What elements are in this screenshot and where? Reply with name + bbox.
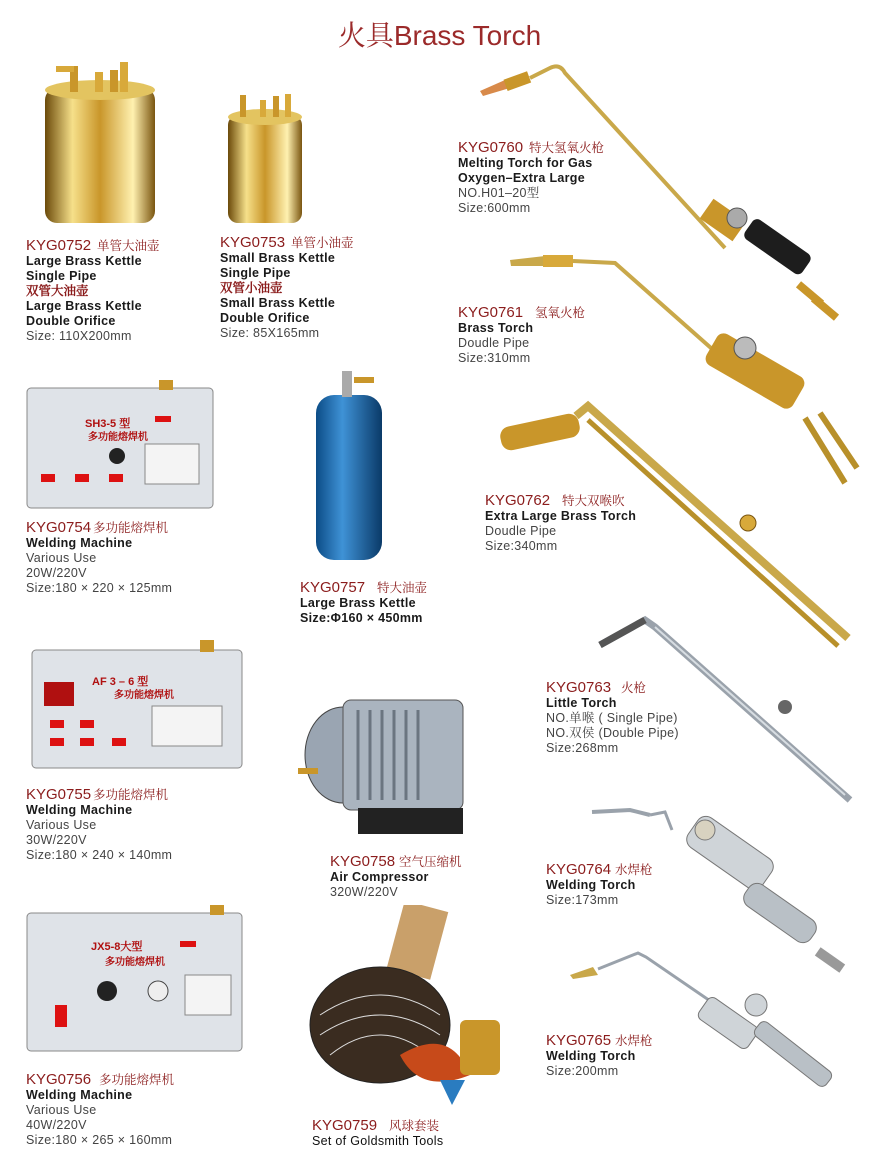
product-code: KYG0765 bbox=[546, 1032, 612, 1049]
product-code: KYG0760 bbox=[458, 139, 524, 156]
product-alt-chinese-name: 双管大油壶 bbox=[26, 284, 89, 298]
product-kyg0757 bbox=[300, 580, 427, 626]
product-name: Extra Large Brass Torch bbox=[485, 509, 637, 523]
product-size: Size:600mm bbox=[458, 201, 531, 215]
product-size: Size:180 × 265 × 160mm bbox=[26, 1133, 173, 1147]
product-kyg0755 bbox=[26, 787, 172, 863]
product-code: KYG0753 bbox=[220, 234, 286, 251]
product-power: 320W/220V bbox=[330, 885, 399, 899]
product-name: Welding Machine bbox=[26, 536, 133, 550]
large-brass-kettle-image bbox=[40, 58, 160, 228]
product-chinese-name: 火枪 bbox=[621, 681, 647, 695]
product-use: Various Use bbox=[26, 1103, 97, 1117]
machine-model-label: AF 3 – 6 型 bbox=[92, 676, 149, 688]
product-code: KYG0762 bbox=[485, 492, 551, 509]
product-size: Size:200mm bbox=[546, 1064, 619, 1078]
product-variant: Single Pipe bbox=[220, 266, 291, 280]
product-kyg0758 bbox=[330, 854, 462, 900]
product-chinese-name: 氢氧火枪 bbox=[535, 306, 586, 320]
product-chinese-name: 多功能熔焊机 bbox=[99, 1073, 175, 1087]
product-name-line2: Oxygen–Extra Large bbox=[458, 171, 585, 185]
product-name: Melting Torch for Gas bbox=[458, 156, 593, 170]
product-size: Size: 110X200mm bbox=[26, 329, 132, 343]
product-name: Brass Torch bbox=[458, 321, 534, 335]
machine-model-label: SH3-5 型 bbox=[85, 418, 131, 430]
product-size: Size:268mm bbox=[546, 741, 619, 755]
product-name: Welding Machine bbox=[26, 803, 133, 817]
product-kyg0763 bbox=[546, 680, 679, 756]
product-code: KYG0759 bbox=[312, 1117, 378, 1134]
product-use: Various Use bbox=[26, 551, 97, 565]
product-code: KYG0758 bbox=[330, 853, 396, 870]
product-name: Small Brass Kettle bbox=[220, 296, 336, 310]
product-size: Size:Φ160 × 450mm bbox=[300, 611, 423, 625]
product-chinese-name: 多功能熔焊机 bbox=[93, 788, 169, 802]
product-code: KYG0755 bbox=[26, 786, 92, 803]
product-name: Air Compressor bbox=[330, 870, 429, 884]
product-chinese-name: 单管大油壶 bbox=[97, 239, 160, 253]
product-name: Little Torch bbox=[546, 696, 617, 710]
product-size: Size:180 × 220 × 125mm bbox=[26, 581, 173, 595]
product-code: KYG0757 bbox=[300, 579, 366, 596]
product-kyg0752 bbox=[26, 238, 160, 344]
welding-machine-30w-image bbox=[30, 640, 245, 775]
product-name: Large Brass Kettle bbox=[300, 596, 416, 610]
product-size: Size: 85X165mm bbox=[220, 326, 320, 340]
product-variant-single: NO.单喉 ( Single Pipe) bbox=[546, 711, 678, 725]
large-brass-kettle-blue-image bbox=[312, 365, 392, 565]
product-chinese-name: 特大氢氧火枪 bbox=[529, 141, 605, 155]
small-brass-kettle-image bbox=[225, 90, 305, 225]
product-kyg0761 bbox=[458, 305, 585, 366]
product-kyg0754 bbox=[26, 520, 172, 596]
product-name: Large Brass Kettle bbox=[26, 299, 142, 313]
product-variant: Doudle Pipe bbox=[485, 524, 557, 538]
product-power: 20W/220V bbox=[26, 566, 87, 580]
page-title: 火具Brass Torch bbox=[337, 20, 542, 51]
product-kyg0753 bbox=[220, 235, 354, 341]
product-variant: Double Orifice bbox=[220, 311, 310, 325]
product-kyg0764 bbox=[546, 862, 653, 908]
product-name: Welding Torch bbox=[546, 878, 636, 892]
product-chinese-name: 特大双喉吹 bbox=[562, 494, 625, 508]
product-code: KYG0756 bbox=[26, 1071, 92, 1088]
product-code: KYG0763 bbox=[546, 679, 612, 696]
product-chinese-name: 风球套装 bbox=[389, 1119, 440, 1133]
air-compressor-image bbox=[298, 680, 493, 840]
product-name: Welding Machine bbox=[26, 1088, 133, 1102]
product-name: Small Brass Kettle bbox=[220, 251, 336, 265]
product-code: KYG0754 bbox=[26, 519, 92, 536]
product-model-number: NO.H01–20型 bbox=[458, 186, 540, 200]
product-kyg0760 bbox=[458, 140, 604, 216]
product-power: 40W/220V bbox=[26, 1118, 87, 1132]
product-chinese-name: 特大油壶 bbox=[377, 581, 428, 595]
product-use: Various Use bbox=[26, 818, 97, 832]
product-size: Size:310mm bbox=[458, 351, 531, 365]
product-code: KYG0764 bbox=[546, 861, 612, 878]
product-power: 30W/220V bbox=[26, 833, 87, 847]
machine-name-label: 多功能熔焊机 bbox=[88, 432, 148, 443]
product-name: Large Brass Kettle bbox=[26, 254, 142, 268]
product-size: Size:340mm bbox=[485, 539, 558, 553]
welding-machine-40w-image bbox=[25, 905, 245, 1055]
product-size: Size:173mm bbox=[546, 893, 619, 907]
product-variant: Double Orifice bbox=[26, 314, 116, 328]
product-alt-chinese-name: 双管小油壶 bbox=[220, 281, 283, 295]
product-chinese-name: 水焊枪 bbox=[615, 1034, 653, 1048]
goldsmith-tools-image bbox=[300, 905, 510, 1110]
product-variant-double: NO.双侯 (Double Pipe) bbox=[546, 726, 679, 740]
machine-name-label: 多功能熔焊机 bbox=[105, 957, 165, 968]
product-code: KYG0761 bbox=[458, 304, 524, 321]
product-name: Welding Torch bbox=[546, 1049, 636, 1063]
machine-model-label: JX5-8大型 bbox=[91, 941, 143, 953]
product-kyg0762 bbox=[485, 493, 636, 554]
product-chinese-name: 多功能熔焊机 bbox=[93, 521, 169, 535]
welding-machine-20w-image bbox=[25, 380, 215, 515]
product-size: Size:180 × 240 × 140mm bbox=[26, 848, 173, 862]
product-chinese-name: 单管小油壶 bbox=[291, 236, 354, 250]
product-kyg0759 bbox=[312, 1118, 443, 1149]
product-variant: Single Pipe bbox=[26, 269, 97, 283]
product-kyg0756 bbox=[26, 1072, 174, 1148]
product-kyg0765 bbox=[546, 1033, 653, 1079]
machine-name-label: 多功能熔焊机 bbox=[114, 690, 174, 701]
product-chinese-name: 水焊枪 bbox=[615, 863, 653, 877]
product-code: KYG0752 bbox=[26, 237, 92, 254]
product-chinese-name: 空气压缩机 bbox=[399, 855, 462, 869]
product-variant: Doudle Pipe bbox=[458, 336, 530, 350]
product-name: Set of Goldsmith Tools bbox=[312, 1134, 444, 1148]
